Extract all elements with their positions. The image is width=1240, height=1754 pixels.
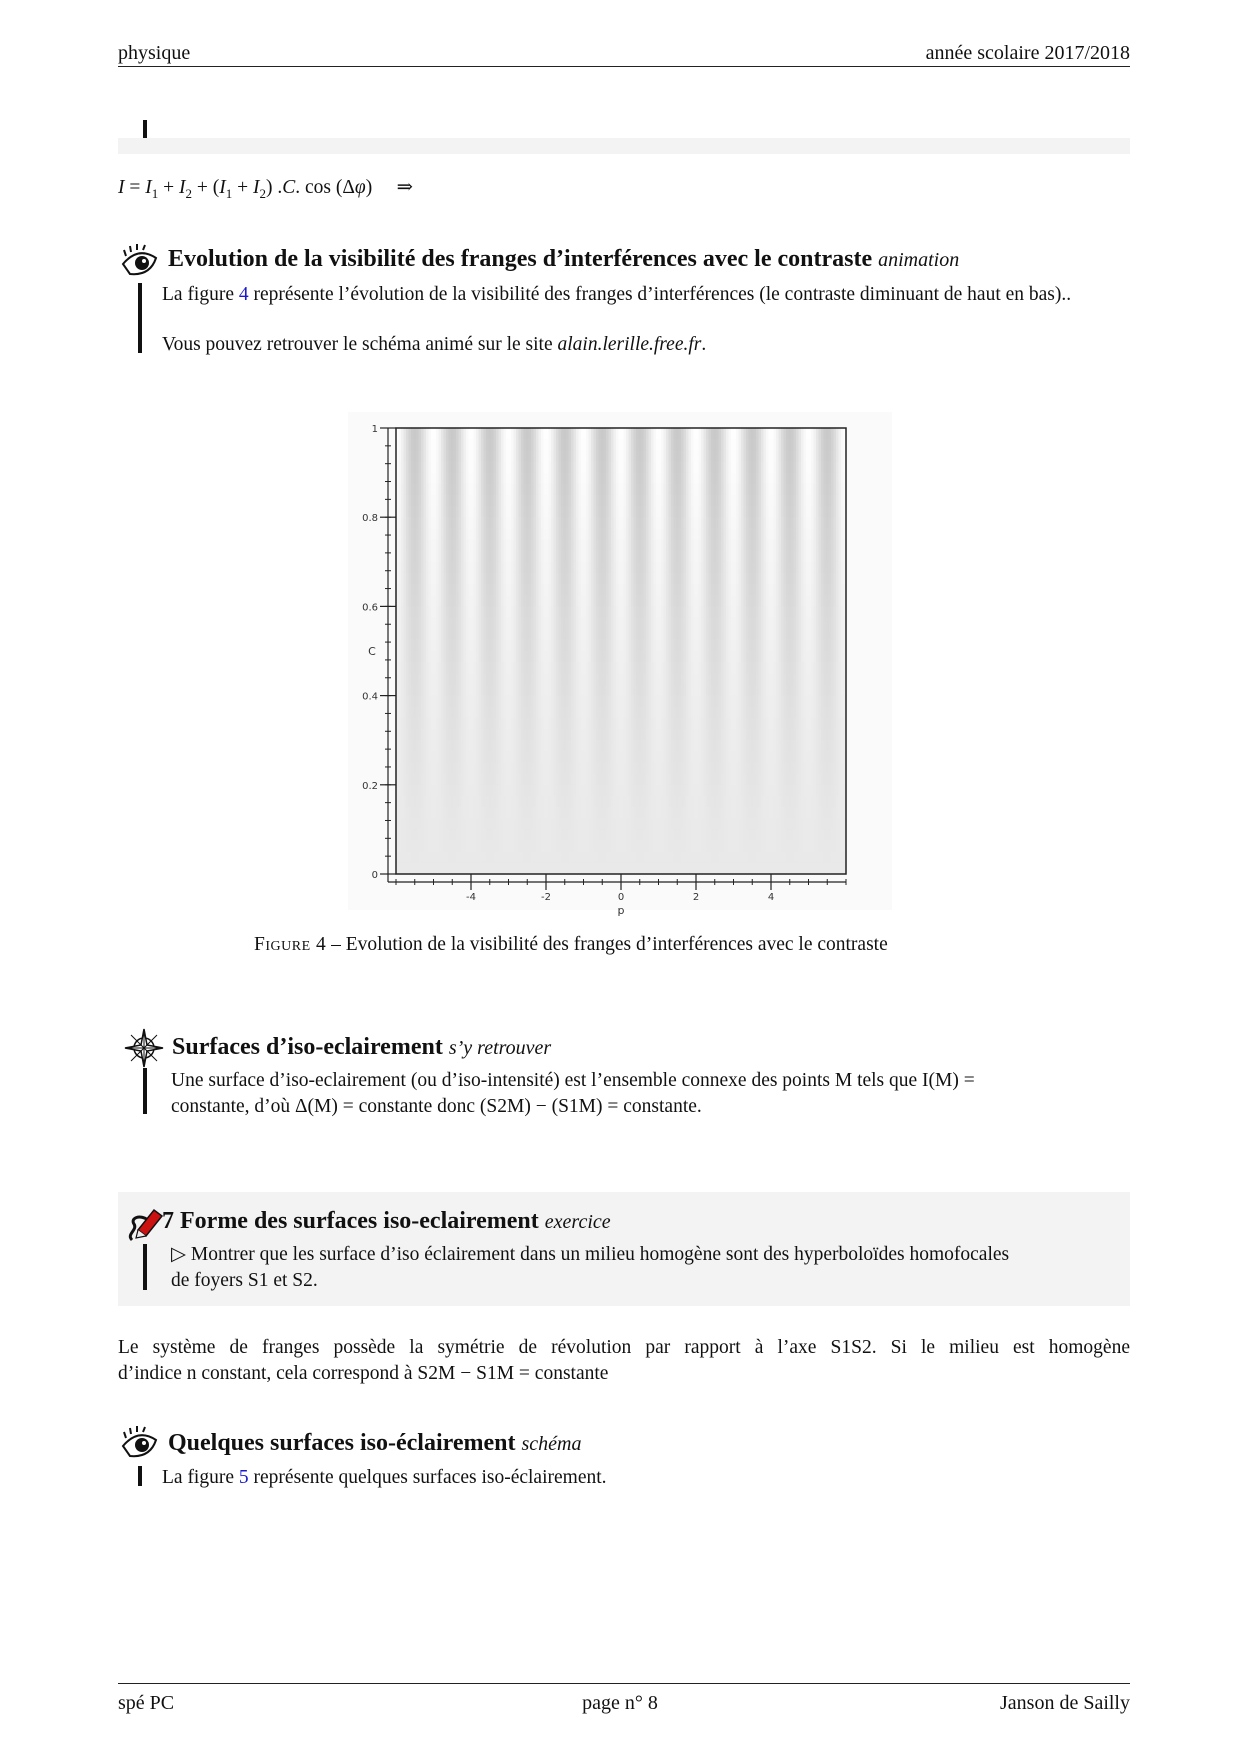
section2-line1: Une surface d’iso-eclairement (ou d’iso-intensité) est l’ensemble connexe des points M tels que I(M) = <box>171 1070 975 1091</box>
x-tick-label: 2 <box>692 892 700 903</box>
exercise-number: 7 <box>162 1208 174 1234</box>
y-tick-label: 0.6 <box>362 602 378 614</box>
footer-center: page n° 8 <box>582 1692 658 1714</box>
paragraph-line1: Le système de franges possède la symétrie de révolution par rapport à l’axe S1S2. Si le milieu est homogène <box>118 1337 1130 1358</box>
section1-p1-before: La figure <box>162 284 235 305</box>
y-tick-label: 0.8 <box>362 513 378 525</box>
pencil-icon <box>124 1204 164 1244</box>
exercise-bar <box>143 1244 147 1290</box>
header-left: physique <box>118 42 191 64</box>
section3-paragraph <box>162 1465 607 1491</box>
y-tick-label: 0.2 <box>362 780 378 792</box>
exercise-line2: de foyers S1 et S2. <box>171 1270 318 1291</box>
heatmap-area <box>396 428 847 875</box>
section2-title: Surfaces d’iso-eclairement <box>172 1034 443 1060</box>
figure-5-link[interactable]: 5 <box>238 1467 249 1488</box>
x-axis-label: p <box>617 904 625 917</box>
section1-paragraph <box>162 282 1130 308</box>
x-tick-label: -2 <box>541 892 551 903</box>
x-tick-label: 4 <box>767 892 775 903</box>
x-tick-label: 0 <box>617 892 625 903</box>
x-tick-label: -4 <box>466 892 476 903</box>
section3-tag: schéma <box>521 1433 582 1455</box>
section3-p-before: La figure <box>162 1467 235 1488</box>
y-axis-label: C <box>368 645 376 658</box>
exercise-tag: exercice <box>544 1211 611 1233</box>
eye-icon <box>120 242 160 282</box>
caption-label: Figure 4 <box>254 934 327 955</box>
figure-4-link[interactable]: 4 <box>238 284 249 305</box>
section2-bar <box>143 1068 147 1114</box>
caption-sep: – <box>331 934 341 955</box>
compass-rose-icon <box>124 1028 164 1068</box>
y-tick-label: 0 <box>371 870 378 881</box>
section-title-visibilite <box>168 244 959 275</box>
footer-rule <box>118 1683 1130 1684</box>
y-tick-label: 1 <box>371 424 378 435</box>
site-link[interactable]: alain.lerille.free.fr <box>557 334 702 355</box>
figure-caption <box>254 932 888 958</box>
section1-paragraph-2 <box>162 332 706 358</box>
section1-p1-after: représente l’évolution de la visibilité des franges d’interférences (le contraste diminuant de haut en bas).. <box>253 284 1072 305</box>
fringe-chart <box>348 412 892 917</box>
exercise-title-text: Forme des surfaces iso-eclairement <box>180 1208 539 1234</box>
section3-bar <box>138 1466 142 1486</box>
header-right: année scolaire 2017/2018 <box>925 42 1130 64</box>
header-rule <box>118 66 1130 67</box>
section1-bar <box>138 283 142 353</box>
y-tick-label: 0.4 <box>362 691 378 703</box>
section-title-iso <box>172 1032 551 1063</box>
margin-bar <box>143 120 147 140</box>
footer-left: spé PC <box>118 1692 175 1714</box>
footer-right: Janson de Sailly <box>1000 1692 1130 1714</box>
section1-title: Evolution de la visibilité des franges d’interférences avec le contraste <box>168 246 873 272</box>
caption-text: Evolution de la visibilité des franges d’interférences avec le contraste <box>345 934 888 955</box>
section3-title: Quelques surfaces iso-éclairement <box>168 1430 516 1456</box>
section3-p-after: représente quelques surfaces iso-éclairement. <box>253 1467 607 1488</box>
section2-line2: constante, d’où Δ(M) = constante donc (S2M) − (S1M) = constante. <box>171 1096 702 1117</box>
section1-p2-before: Vous pouvez retrouver le schéma animé sur le site <box>162 334 553 355</box>
paragraph-line2: d’indice n constant, cela correspond à S2M − S1M = constante <box>118 1363 609 1384</box>
grey-box-end <box>118 138 1130 154</box>
formula: $I = I_1 + I_2 + (I_1 + I_2)$ .C. cos (Δφ) ⇒ <box>118 177 413 201</box>
section1-tag: animation <box>878 249 960 271</box>
exercise-line1: ▷ Montrer que les surface d’iso éclairement dans un milieu homogène sont des hyperboloïdes homofocales <box>171 1244 1010 1265</box>
section-title-quelques <box>168 1428 581 1459</box>
exercise-title <box>162 1206 611 1237</box>
eye-icon <box>120 1424 160 1464</box>
section1-p2-after: . <box>701 334 707 355</box>
section2-tag: s’y retrouver <box>448 1037 552 1059</box>
figure-4 <box>348 412 892 917</box>
